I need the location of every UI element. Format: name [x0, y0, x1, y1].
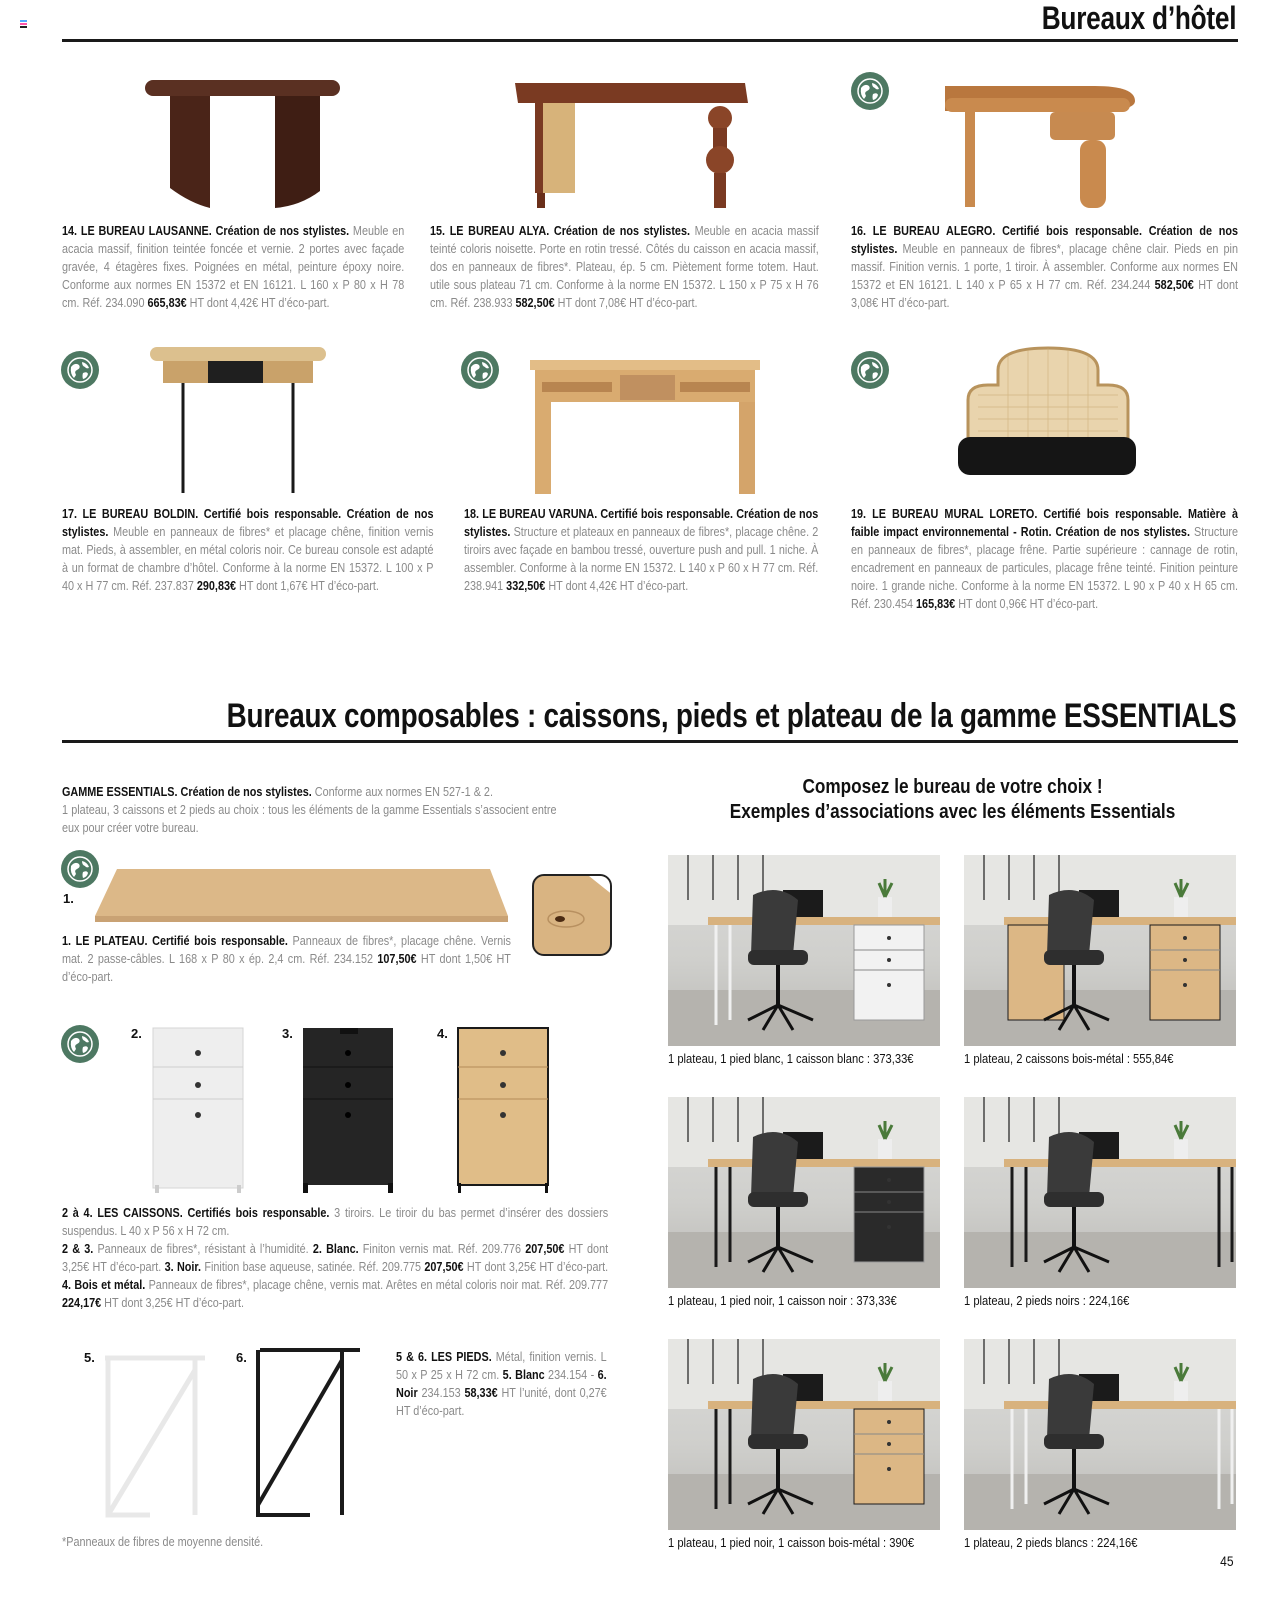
item-number-4: 4.	[437, 1026, 448, 1041]
product-image-leg-black	[250, 1345, 365, 1520]
product-image-lausanne	[140, 78, 345, 213]
product-description-16: 16. LE BUREAU ALEGRO. Certifié bois responsable. Création de nos stylistes. Meuble en panneaux de fibres*, placage chêne clair. Pieds en pin massif. Finition vernis. 1 porte, 1 tiroir. À assembler. Conforme aux normes EN 15372 et EN 16121. L 140 x P 65 x H 77 cm. Réf. 234.244 582,50€ HT dont 3,08€ HT d’éco-part.	[851, 224, 1238, 310]
example-photo	[964, 1339, 1236, 1530]
product-image-boldin	[148, 345, 328, 495]
product-image-plateau	[95, 864, 510, 924]
product-description-pieds: 5 & 6. LES PIEDS. Métal, finition vernis. L 50 x P 25 x H 72 cm. 5. Blanc 234.154 - 6. Noir 234.153 58,33€ HT l’unité, dont 0,27€ HT d’éco-part.	[396, 1350, 607, 1418]
eco-responsible-icon	[461, 351, 499, 389]
product-image-caisson-wood	[455, 1025, 550, 1195]
item-number-2: 2.	[131, 1026, 142, 1041]
page-title: Bureaux d’hôtel	[1041, 0, 1236, 36]
registration-mark	[20, 20, 27, 28]
product-description-15: 15. LE BUREAU ALYA. Création de nos stylistes. Meuble en acacia massif teinté coloris noisette. Porte en rotin tressé. Côtés du caisson en acacia massif, dos en panneaux de fibres*. Plateau, ép. 5 cm. Piètement forme totem. Haut. utile sous plateau 71 cm. Conforme à la norme EN 15372. L 150 x P 75 x H 76 cm. Réf. 238.933 582,50€ HT dont 7,08€ HT d’éco-part.	[430, 224, 819, 310]
section-rule	[62, 740, 1238, 743]
example-caption: 1 plateau, 1 pied noir, 1 caisson noir : 373,33€	[668, 1293, 897, 1308]
section-title-essentials: Bureaux composables : caissons, pieds et plateau de la gamme ESSENTIALS	[226, 697, 1236, 735]
item-number-5: 5.	[84, 1350, 95, 1365]
product-image-varuna	[530, 360, 760, 495]
product-description-caissons: 2 à 4. LES CAISSONS. Certifiés bois responsable. 3 tiroirs. Le tiroir du bas permet d’insérer des dossiers suspendus. L 40 x P 56 x H 72 cm. 2 & 3. Panneaux de fibres*, résistant à l’humidité. 2. Blanc. Finiton vernis mat. Réf. 209.776 207,50€ HT dont 3,25€ HT d’éco-part. 3. Noir. Finition base aqueuse, satinée. Réf. 209.775 207,50€ HT dont 3,25€ HT d’éco-part. 4. Bois et métal. Panneaux de fibres*, placage chêne, vernis mat. Arêtes en métal coloris noir mat. Réf. 209.777 224,17€ HT dont 3,25€ HT d’éco-part.	[62, 1206, 609, 1310]
product-description-19: 19. LE BUREAU MURAL LORETO. Certifié bois responsable. Matière à faible impact environnemental - Rotin. Création de nos stylistes. Structure en panneaux de fibres*, placage frêne. Partie supérieure : cannage de rotin, encadrement en panneaux de particules, placage frêne teinté. Finition peinture noire. 1 grande niche. Conforme à la norme EN 15372. L 90 x P 40 x H 65 cm. Réf. 230.454 165,83€ HT dont 0,96€ HT d’éco-part.	[851, 507, 1238, 611]
essentials-intro: GAMME ESSENTIALS. Création de nos stylistes. Conforme aux normes EN 527-1 & 2. 1 plateau, 3 caissons et 2 pieds au choix : tous les éléments de la gamme Essentials s’associent entre eux pour créer votre bureau.	[62, 785, 557, 835]
product-description-plateau: 1. LE PLATEAU. Certifié bois responsable. Panneaux de fibres*, placage chêne. Vernis mat. 2 passe-câbles. L 168 x P 80 x ép. 2,4 cm. Réf. 234.152 107,50€ HT dont 1,50€ HT d’éco-part.	[62, 934, 511, 984]
example-caption: 1 plateau, 2 pieds noirs : 224,16€	[964, 1293, 1130, 1308]
example-photo	[668, 855, 940, 1046]
product-image-alya	[515, 78, 750, 213]
page-number: 45	[1220, 1553, 1234, 1569]
product-image-alegro	[940, 78, 1140, 213]
example-photo	[964, 855, 1236, 1046]
example-photo	[668, 1097, 940, 1288]
cable-grommet-detail-image	[532, 874, 612, 956]
product-image-caisson-black	[300, 1025, 395, 1195]
example-caption: 1 plateau, 2 pieds blancs : 224,16€	[964, 1535, 1138, 1550]
product-description-18: 18. LE BUREAU VARUNA. Certifié bois responsable. Création de nos stylistes. Structure et plateaux en panneaux de fibres*, placage chêne. 2 tiroirs avec façade en bambou tressé, ouverture push and pull. 1 niche. À assembler. Conforme à la norme EN 15372. L 140 x P 60 x H 77 cm. Réf. 238.941 332,50€ HT dont 4,42€ HT d’éco-part.	[464, 507, 819, 593]
example-photo	[964, 1097, 1236, 1288]
product-description-17: 17. LE BUREAU BOLDIN. Certifié bois responsable. Création de nos stylistes. Meuble en panneaux de fibres* et placage chêne, finition vernis mat. Pieds, à assembler, en métal coloris noir. Ce bureau console est adapté à un format de chambre d’hôtel. Conforme à la norme EN 15372. L 100 x P 40 x H 77 cm. Réf. 237.837 290,83€ HT dont 1,67€ HT d’éco-part.	[62, 507, 434, 593]
product-image-leg-white	[100, 1350, 210, 1520]
example-caption: 1 plateau, 1 pied noir, 1 caisson bois-métal : 390€	[668, 1535, 915, 1550]
item-number-3: 3.	[282, 1026, 293, 1041]
product-description-14: 14. LE BUREAU LAUSANNE. Création de nos stylistes. Meuble en acacia massif, finition teintée foncée et vernie. 2 portes avec façade gravée, 4 étagères fixes. Poignées en métal, peinture époxy noire. Conforme aux normes EN 15372 et EN 16121. L 160 x P 80 x H 78 cm. Réf. 234.090 665,83€ HT dont 4,42€ HT d’éco-part.	[62, 224, 405, 310]
eco-responsible-icon	[61, 850, 99, 888]
item-number-6: 6.	[236, 1350, 247, 1365]
footnote: *Panneaux de fibres de moyenne densité.	[62, 1535, 264, 1549]
header-rule	[62, 39, 1238, 42]
product-image-loreto	[958, 345, 1138, 480]
eco-responsible-icon	[851, 72, 889, 110]
item-number-1: 1.	[63, 891, 74, 906]
eco-responsible-icon	[851, 351, 889, 389]
example-caption: 1 plateau, 2 caissons bois-métal : 555,84€	[964, 1051, 1174, 1066]
product-image-caisson-white	[150, 1025, 245, 1195]
compose-heading: Composez le bureau de votre choix ! Exemples d’associations avec les éléments Essentials	[729, 776, 1176, 823]
eco-responsible-icon	[61, 351, 99, 389]
example-photo	[668, 1339, 940, 1530]
example-caption: 1 plateau, 1 pied blanc, 1 caisson blanc : 373,33€	[668, 1051, 914, 1066]
eco-responsible-icon	[61, 1025, 99, 1063]
